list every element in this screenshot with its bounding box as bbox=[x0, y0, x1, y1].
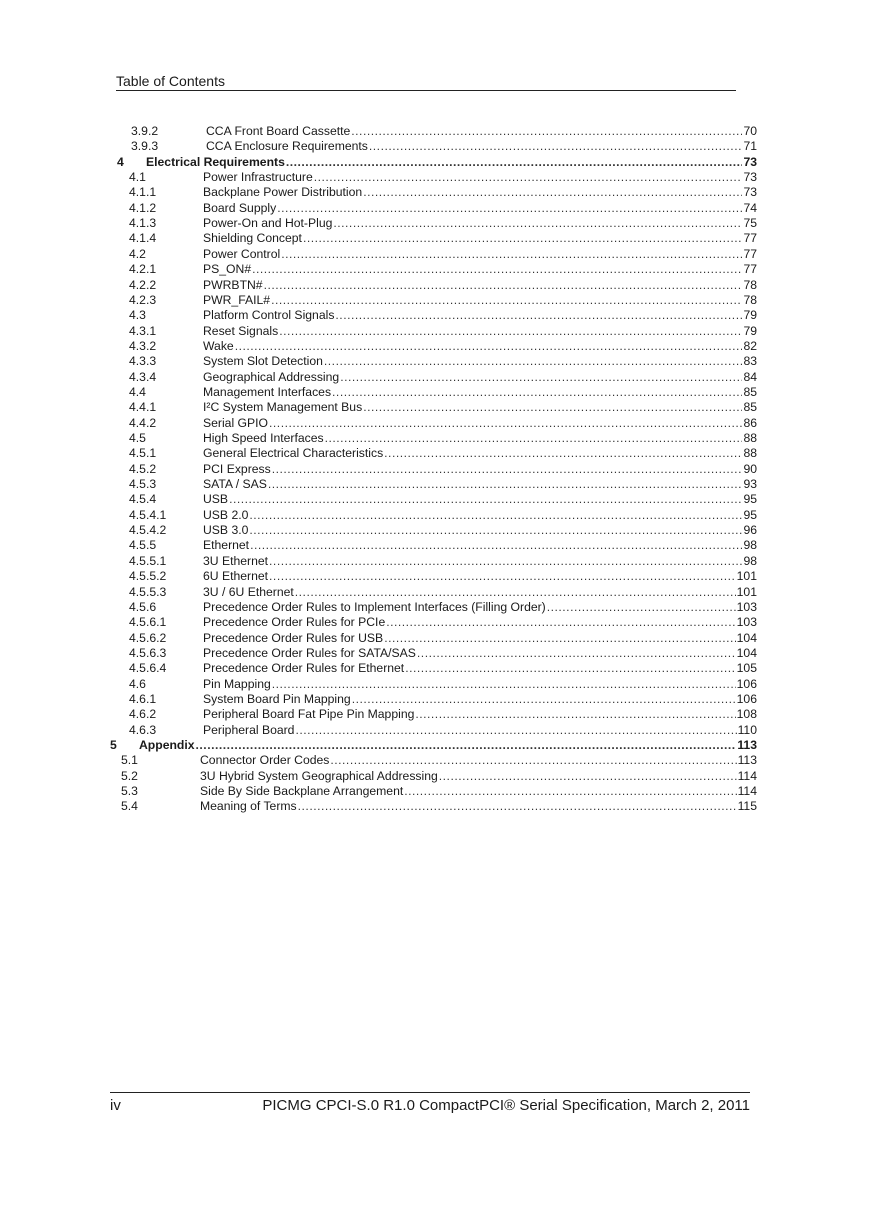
toc-entry-page: 101 bbox=[736, 569, 757, 584]
toc-entry-page: 78 bbox=[743, 277, 757, 292]
toc-entry[interactable] bbox=[0, 139, 869, 154]
toc-entry-line bbox=[203, 692, 757, 707]
toc-entry[interactable] bbox=[0, 170, 869, 185]
toc-dot-leader bbox=[279, 324, 742, 339]
toc-entry[interactable] bbox=[0, 462, 869, 477]
toc-entry-page: 105 bbox=[736, 661, 757, 676]
toc-entry-number: 5 bbox=[110, 738, 117, 752]
toc-entry-title[interactable]: Peripheral Board Fat Pipe Pin Mapping bbox=[203, 707, 415, 722]
toc-entry-title[interactable]: Board Supply bbox=[203, 200, 277, 215]
toc-entry-title[interactable]: Precedence Order Rules for Ethernet bbox=[203, 661, 405, 676]
toc-entry-line bbox=[203, 600, 757, 615]
toc-entry-line bbox=[203, 431, 757, 446]
toc-entry-title[interactable]: Precedence Order Rules for SATA/SAS bbox=[203, 645, 416, 660]
toc-entry-line bbox=[203, 185, 757, 200]
toc-entry[interactable] bbox=[0, 600, 869, 615]
toc-entry-title[interactable]: PWR_FAIL# bbox=[203, 292, 271, 307]
toc-entry-line bbox=[203, 523, 757, 538]
toc-entry-number: 4.6.3 bbox=[129, 722, 157, 737]
toc-entry-number: 4.6.1 bbox=[129, 691, 157, 706]
toc-entry-number: 4.4.2 bbox=[129, 415, 157, 430]
toc-entry[interactable] bbox=[0, 124, 869, 139]
toc-entry[interactable] bbox=[0, 692, 869, 707]
toc-entry[interactable] bbox=[0, 431, 869, 446]
toc-dot-leader bbox=[268, 477, 743, 492]
toc-entry-number: 4.2.3 bbox=[129, 292, 157, 307]
toc-entry-line bbox=[200, 784, 757, 799]
toc-entry-title[interactable]: PCI Express bbox=[203, 461, 271, 476]
toc-entry-line bbox=[203, 293, 757, 308]
toc-entry-title[interactable]: USB 3.0 bbox=[203, 523, 249, 538]
toc-entry[interactable] bbox=[0, 615, 869, 630]
toc-entry[interactable] bbox=[0, 554, 869, 569]
toc-entry-line bbox=[203, 646, 757, 661]
toc-entry-line bbox=[203, 385, 757, 400]
toc-entry[interactable] bbox=[0, 354, 869, 369]
toc-entry-number: 4.5.1 bbox=[129, 446, 157, 461]
toc-entry-title[interactable]: Reset Signals bbox=[203, 323, 279, 338]
toc-entry[interactable] bbox=[0, 416, 869, 431]
toc-entry-title[interactable]: CCA Enclosure Requirements bbox=[206, 139, 368, 154]
toc-dot-leader bbox=[404, 784, 736, 799]
toc-entry-title[interactable]: Electrical Requirements bbox=[146, 154, 285, 169]
toc-entry-title[interactable]: Pin Mapping bbox=[203, 676, 271, 691]
toc-entry-page: 77 bbox=[743, 262, 757, 277]
toc-entry[interactable] bbox=[0, 677, 869, 692]
toc-dot-leader bbox=[547, 600, 736, 615]
toc-entry-line bbox=[203, 278, 757, 293]
toc-dot-leader bbox=[340, 370, 742, 385]
toc-entry-page: 79 bbox=[743, 323, 757, 338]
toc-dot-leader bbox=[249, 523, 742, 538]
toc-entry-number: 4.5.2 bbox=[129, 461, 157, 476]
toc-entry-page: 88 bbox=[743, 446, 757, 461]
toc-entry[interactable] bbox=[0, 201, 869, 216]
toc-entry-page: 103 bbox=[736, 599, 757, 614]
toc-entry-number: 4.1.3 bbox=[129, 216, 157, 231]
toc-entry-line bbox=[203, 416, 757, 431]
toc-entry-number: 4.5.6 bbox=[129, 599, 157, 614]
toc-entry-line bbox=[200, 769, 757, 784]
toc-entry[interactable] bbox=[0, 661, 869, 676]
toc-entry-title[interactable]: Power Control bbox=[203, 246, 281, 261]
toc-dot-leader bbox=[272, 462, 743, 477]
toc-entry-page: 73 bbox=[743, 185, 757, 200]
toc-entry-number: 5.4 bbox=[121, 799, 138, 814]
toc-entry-title[interactable]: 6U Ethernet bbox=[203, 569, 269, 584]
toc-entry-number: 4.1.2 bbox=[129, 200, 157, 215]
toc-entry-title[interactable]: Appendix bbox=[139, 738, 195, 752]
toc-entry-number: 4.5.6.4 bbox=[129, 661, 167, 676]
toc-entry-line bbox=[203, 661, 757, 676]
toc-entry-line bbox=[206, 124, 757, 139]
toc-entry-number: 4.5.5.3 bbox=[129, 584, 167, 599]
toc-entry-line bbox=[203, 569, 757, 584]
toc-entry[interactable] bbox=[0, 477, 869, 492]
toc-entry-page: 86 bbox=[743, 415, 757, 430]
toc-entry-number: 4.4 bbox=[129, 384, 146, 399]
toc-entry-title[interactable]: 3U Hybrid System Geographical Addressing bbox=[200, 768, 438, 783]
toc-dot-leader bbox=[351, 124, 742, 139]
toc-entry-line bbox=[203, 262, 757, 277]
toc-entry-number: 4.3.1 bbox=[129, 323, 157, 338]
toc-entry-line bbox=[203, 231, 757, 246]
toc-entry[interactable] bbox=[0, 385, 869, 400]
toc-dot-leader bbox=[325, 431, 743, 446]
toc-dot-leader bbox=[369, 139, 743, 154]
toc-entry-page: 106 bbox=[736, 691, 757, 706]
toc-dot-leader bbox=[330, 753, 736, 768]
toc-entry-title[interactable]: USB 2.0 bbox=[203, 507, 249, 522]
toc-entry-line bbox=[203, 308, 757, 323]
toc-entry-line bbox=[203, 707, 757, 722]
toc-dot-leader bbox=[272, 677, 736, 692]
toc-entry-page: 74 bbox=[743, 200, 757, 215]
toc-entry[interactable] bbox=[0, 492, 869, 507]
toc-entry-line bbox=[203, 477, 757, 492]
toc-entry[interactable] bbox=[0, 723, 869, 738]
toc-entry-page: 98 bbox=[743, 538, 757, 553]
toc-entry-page: 103 bbox=[736, 615, 757, 630]
toc-entry[interactable] bbox=[0, 523, 869, 538]
toc-entry-number: 4.5.6.3 bbox=[129, 645, 167, 660]
toc-entry-number: 5.1 bbox=[121, 753, 138, 768]
toc-entry-page: 71 bbox=[743, 139, 757, 154]
toc-entry-title[interactable]: PWRBTN# bbox=[203, 277, 263, 292]
toc-dot-leader bbox=[277, 201, 742, 216]
toc-entry-page: 75 bbox=[743, 216, 757, 231]
toc-entry-line bbox=[203, 247, 757, 262]
toc-entry[interactable] bbox=[0, 262, 869, 277]
toc-entry-number: 4.1 bbox=[129, 170, 146, 185]
toc-dot-leader bbox=[229, 492, 742, 507]
toc-entry-title[interactable]: High Speed Interfaces bbox=[203, 431, 324, 445]
toc-entry-page: 95 bbox=[743, 492, 757, 507]
toc-entry[interactable] bbox=[0, 247, 869, 262]
toc-entry[interactable] bbox=[0, 769, 869, 784]
toc-entry-page: 106 bbox=[736, 676, 757, 691]
toc-entry[interactable] bbox=[0, 631, 869, 646]
toc-dot-leader bbox=[196, 738, 737, 753]
toc-entry[interactable] bbox=[0, 784, 869, 799]
toc-dot-leader bbox=[271, 293, 742, 308]
toc-entry[interactable] bbox=[0, 753, 869, 768]
toc-entry-page: 85 bbox=[743, 400, 757, 415]
toc-entry-line bbox=[203, 492, 757, 507]
toc-entry-page: 77 bbox=[743, 231, 757, 246]
toc-entry-number: 4.5.5 bbox=[129, 538, 157, 553]
toc-entry-title[interactable]: Precedence Order Rules for PCIe bbox=[203, 615, 386, 630]
toc-entry[interactable] bbox=[0, 155, 869, 170]
toc-entry-line bbox=[203, 554, 757, 569]
toc-dot-leader bbox=[303, 231, 743, 246]
toc-dot-leader bbox=[363, 185, 742, 200]
toc-entry-number: 3.9.3 bbox=[131, 139, 159, 154]
toc-entry-page: 114 bbox=[737, 768, 757, 783]
toc-entry-title[interactable]: Serial GPIO bbox=[203, 415, 269, 430]
toc-dot-leader bbox=[324, 354, 743, 369]
toc-entry[interactable] bbox=[0, 278, 869, 293]
toc-entry-title[interactable]: Meaning of Terms bbox=[200, 799, 297, 814]
toc-dot-leader bbox=[252, 262, 742, 277]
toc-dot-leader bbox=[405, 661, 735, 676]
toc-entry-line bbox=[203, 354, 757, 369]
toc-dot-leader bbox=[281, 247, 742, 262]
toc-entry-page: 70 bbox=[743, 124, 757, 138]
toc-entry[interactable] bbox=[0, 508, 869, 523]
toc-entry[interactable] bbox=[0, 370, 869, 385]
toc-entry-number: 4.3.2 bbox=[129, 338, 157, 353]
toc-entry[interactable] bbox=[0, 216, 869, 231]
toc-entry-title[interactable]: Geographical Addressing bbox=[203, 369, 340, 384]
toc-entry-page: 73 bbox=[743, 170, 757, 185]
toc-entry-line bbox=[203, 615, 757, 630]
toc-entry-number: 4.5.5.2 bbox=[129, 569, 167, 584]
footer-document-title: PICMG CPCI-S.0 R1.0 CompactPCI® Serial Specification, March 2, 2011 bbox=[262, 1097, 750, 1114]
toc-entry-line bbox=[203, 201, 757, 216]
toc-entry-number: 4.1.1 bbox=[129, 185, 157, 200]
toc-entry-title[interactable]: Management Interfaces bbox=[203, 384, 332, 399]
toc-entry[interactable] bbox=[0, 569, 869, 584]
toc-dot-leader bbox=[384, 446, 742, 461]
toc-entry[interactable] bbox=[0, 646, 869, 661]
toc-entry-title[interactable]: Platform Control Signals bbox=[203, 308, 335, 323]
toc-entry-number: 4.5.4 bbox=[129, 492, 157, 507]
toc-entry-line bbox=[203, 677, 757, 692]
toc-entry[interactable] bbox=[0, 446, 869, 461]
toc-entry-page: 108 bbox=[736, 707, 757, 722]
toc-entry[interactable] bbox=[0, 707, 869, 722]
toc-entry-page: 104 bbox=[736, 645, 757, 660]
toc-dot-leader bbox=[264, 278, 743, 293]
toc-entry-number: 4.6.2 bbox=[129, 707, 157, 722]
toc-entry-title[interactable]: Wake bbox=[203, 338, 234, 353]
toc-dot-leader bbox=[249, 508, 742, 523]
toc-entry-title[interactable]: System Board Pin Mapping bbox=[203, 691, 351, 706]
toc-dot-leader bbox=[295, 585, 736, 600]
toc-entry-line bbox=[203, 446, 757, 461]
toc-entry-page: 95 bbox=[743, 507, 757, 522]
toc-dot-leader bbox=[295, 723, 736, 738]
toc-entry-title[interactable]: SATA / SAS bbox=[203, 477, 267, 492]
toc-entry-line bbox=[200, 799, 757, 814]
toc-entry[interactable] bbox=[0, 400, 869, 415]
toc-dot-leader bbox=[298, 799, 737, 814]
toc-entry-page: 115 bbox=[737, 799, 757, 814]
toc-entry-page: 96 bbox=[743, 523, 757, 538]
toc-entry-line bbox=[203, 170, 757, 185]
toc-entry-number: 4.6 bbox=[129, 676, 146, 691]
toc-dot-leader bbox=[417, 646, 736, 661]
toc-entry-page: 77 bbox=[743, 246, 757, 261]
toc-entry-page: 79 bbox=[743, 308, 757, 323]
toc-entry-number: 5.2 bbox=[121, 768, 138, 783]
toc-entry[interactable] bbox=[0, 293, 869, 308]
toc-entry-title[interactable]: Ethernet bbox=[203, 538, 250, 553]
toc-entry-line bbox=[203, 585, 757, 600]
toc-dot-leader bbox=[250, 538, 742, 553]
toc-entry[interactable] bbox=[0, 339, 869, 354]
toc-dot-leader bbox=[269, 416, 742, 431]
toc-entry-title[interactable]: System Slot Detection bbox=[203, 354, 323, 369]
toc-entry-page: 110 bbox=[737, 722, 757, 737]
toc-entry[interactable] bbox=[0, 538, 869, 553]
toc-entry[interactable] bbox=[0, 185, 869, 200]
toc-entry-page: 73 bbox=[743, 154, 757, 169]
toc-entry-page: 113 bbox=[737, 738, 757, 752]
toc-entry-title[interactable]: Side By Side Backplane Arrangement bbox=[200, 784, 404, 799]
toc-dot-leader bbox=[235, 339, 743, 354]
toc-entry-line bbox=[203, 370, 757, 385]
toc-dot-leader bbox=[386, 615, 735, 630]
toc-entry-number: 4.5.4.1 bbox=[129, 507, 167, 522]
page-header bbox=[116, 73, 736, 91]
toc-entry-page: 82 bbox=[743, 338, 757, 353]
toc-dot-leader bbox=[384, 631, 735, 646]
toc-entry-number: 3.9.2 bbox=[131, 124, 159, 138]
toc-entry-number: 4.2.1 bbox=[129, 262, 157, 277]
toc-entry-title[interactable]: CCA Front Board Cassette bbox=[206, 124, 351, 138]
toc-entry-number: 5.3 bbox=[121, 784, 138, 799]
toc-entry[interactable] bbox=[0, 324, 869, 339]
toc-entry-line bbox=[203, 538, 757, 553]
toc-entry-page: 98 bbox=[743, 553, 757, 568]
toc-dot-leader bbox=[415, 707, 735, 722]
toc-entry-number: 4.5.6.1 bbox=[129, 615, 167, 630]
toc-entry-title[interactable]: Precedence Order Rules for USB bbox=[203, 630, 384, 645]
toc-entry-page: 83 bbox=[743, 354, 757, 369]
toc-entry-number: 4.3.3 bbox=[129, 354, 157, 369]
toc-entry[interactable] bbox=[0, 799, 869, 814]
toc-dot-leader bbox=[332, 385, 742, 400]
toc-entry-page: 78 bbox=[743, 292, 757, 307]
toc-entry-page: 90 bbox=[743, 461, 757, 476]
toc-entry-title[interactable]: Power-On and Hot-Plug bbox=[203, 216, 333, 231]
toc-entry-number: 4.5 bbox=[129, 431, 146, 445]
toc-entry-line bbox=[200, 753, 757, 768]
toc-entry-title[interactable]: PS_ON# bbox=[203, 262, 252, 277]
toc-entry-page: 84 bbox=[743, 369, 757, 384]
toc-entry-title[interactable]: Power Infrastructure bbox=[203, 170, 313, 185]
toc-entry-page: 114 bbox=[737, 784, 757, 799]
toc-entry-page: 101 bbox=[736, 584, 757, 599]
toc-entry-line bbox=[203, 723, 757, 738]
toc-entry-line bbox=[206, 139, 757, 154]
toc-entry[interactable] bbox=[0, 738, 869, 753]
toc-dot-leader bbox=[363, 400, 742, 415]
toc-entry-title[interactable]: USB bbox=[203, 492, 229, 507]
toc-dot-leader bbox=[314, 170, 743, 185]
toc-entry-title[interactable]: 3U Ethernet bbox=[203, 553, 269, 568]
toc-entry-line bbox=[203, 339, 757, 354]
toc-entry-line bbox=[203, 216, 757, 231]
toc-entry-line bbox=[203, 400, 757, 415]
toc-entry-title[interactable]: General Electrical Characteristics bbox=[203, 446, 384, 461]
toc-entry[interactable] bbox=[0, 308, 869, 323]
toc-entry[interactable] bbox=[0, 585, 869, 600]
toc-entry-page: 104 bbox=[736, 630, 757, 645]
toc-entry-title[interactable]: Peripheral Board bbox=[203, 722, 295, 737]
toc-entry-number: 4.3 bbox=[129, 308, 146, 323]
toc-entry-title[interactable]: Connector Order Codes bbox=[200, 753, 330, 768]
toc-entry-page: 88 bbox=[743, 431, 757, 445]
toc-entry-title[interactable]: Precedence Order Rules to Implement Interfaces (Filling Order) bbox=[203, 599, 546, 614]
toc-entry-line bbox=[146, 155, 757, 170]
toc-entry-page: 93 bbox=[743, 477, 757, 492]
toc-dot-leader bbox=[269, 554, 742, 569]
toc-entry-line bbox=[139, 738, 757, 753]
toc-entry-number: 4.5.3 bbox=[129, 477, 157, 492]
toc-entry-line bbox=[203, 631, 757, 646]
toc-entry-page: 85 bbox=[743, 384, 757, 399]
toc-entry-number: 4.1.4 bbox=[129, 231, 157, 246]
toc-entry-title[interactable]: I²C System Management Bus bbox=[203, 400, 363, 415]
toc-dot-leader bbox=[352, 692, 736, 707]
toc-entry-line bbox=[203, 462, 757, 477]
toc-entry-number: 4.5.6.2 bbox=[129, 630, 167, 645]
toc-entry-number: 4.5.5.1 bbox=[129, 553, 167, 568]
toc-dot-leader bbox=[269, 569, 736, 584]
page-footer bbox=[110, 1092, 750, 1115]
toc-dot-leader bbox=[439, 769, 737, 784]
toc-entry-line bbox=[203, 508, 757, 523]
toc-entry-number: 4.2 bbox=[129, 246, 146, 261]
toc-entry[interactable] bbox=[0, 231, 869, 246]
toc-entry-number: 4.3.4 bbox=[129, 369, 157, 384]
toc-dot-leader bbox=[333, 216, 742, 231]
header-title: Table of Contents bbox=[116, 73, 225, 89]
toc-entry-number: 4.5.4.2 bbox=[129, 523, 167, 538]
toc-entry-title[interactable]: Shielding Concept bbox=[203, 231, 302, 246]
toc-entry-line bbox=[203, 324, 757, 339]
toc-entry-page: 113 bbox=[737, 753, 757, 768]
toc-entry-number: 4 bbox=[117, 154, 124, 169]
footer-page-number: iv bbox=[110, 1097, 121, 1114]
toc-entry-number: 4.4.1 bbox=[129, 400, 157, 415]
toc-dot-leader bbox=[335, 308, 742, 323]
toc-entry-title[interactable]: 3U / 6U Ethernet bbox=[203, 584, 294, 599]
toc-entry-title[interactable]: Backplane Power Distribution bbox=[203, 185, 363, 200]
toc-entry-number: 4.2.2 bbox=[129, 277, 157, 292]
toc-dot-leader bbox=[286, 155, 743, 170]
